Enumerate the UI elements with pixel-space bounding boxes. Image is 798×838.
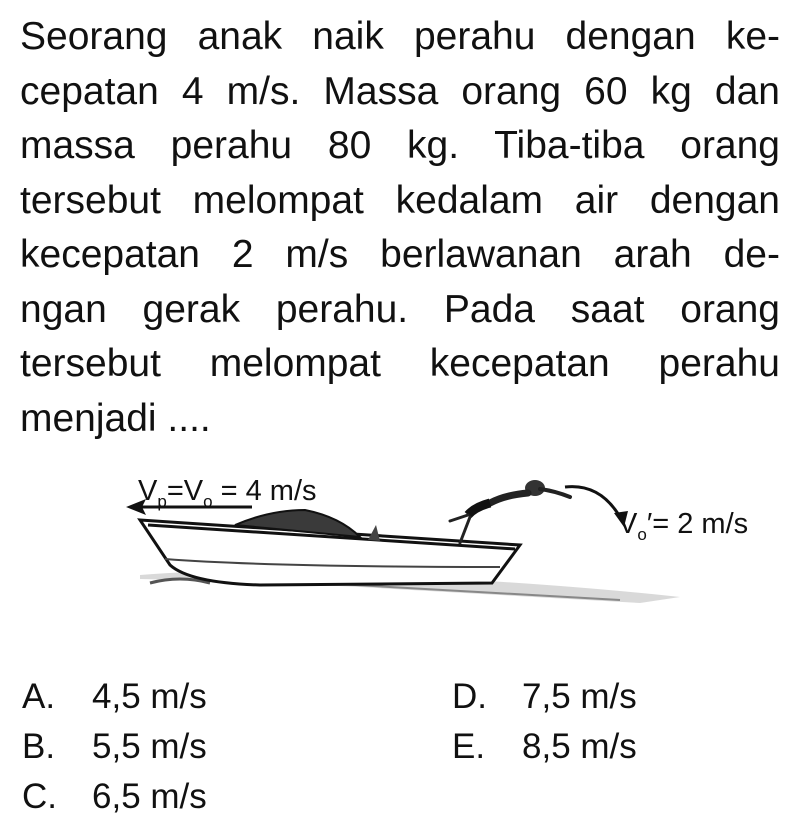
option-c[interactable] (22, 777, 207, 817)
question-line: cepatan 4 m/s. Massa orang 60 kg dan (20, 69, 780, 113)
question-line: kecepatan 2 m/s berlawanan arah de- (20, 233, 780, 276)
question-line: ngan gerak perahu. Pada saat orang (20, 287, 780, 331)
option-letter: D. (452, 677, 487, 716)
option-letter: C. (22, 777, 57, 816)
swimmer-icon (450, 480, 570, 543)
option-d[interactable] (452, 677, 637, 717)
option-b[interactable] (22, 727, 207, 767)
question-text (20, 10, 780, 446)
question-line: menjadi .... (20, 396, 211, 440)
option-a[interactable] (22, 677, 207, 717)
option-value: 5,5 m/s (92, 727, 207, 766)
option-letter: B. (22, 727, 56, 766)
question-line: tersebut melompat kecepatan perahu (20, 342, 780, 385)
option-value: 6,5 m/s (92, 777, 207, 816)
question-line: massa perahu 80 kg. Tiba-tiba orang (20, 124, 780, 167)
option-value: 7,5 m/s (522, 677, 637, 716)
option-letter: E. (452, 727, 486, 766)
question-line: tersebut melompat kedalam air dengan (20, 178, 780, 222)
option-e[interactable] (452, 727, 637, 767)
option-letter: A. (22, 677, 56, 716)
option-value: 8,5 m/s (522, 727, 637, 766)
jump-velocity-label: $V_o'= 2$ m/s (618, 508, 749, 544)
boat-velocity-label: $V_p=V_o = 4$ m/s (138, 475, 317, 511)
question-line: Seorang anak naik perahu dengan ke- (20, 15, 780, 58)
boat (140, 510, 520, 585)
boat-figure (120, 455, 798, 625)
option-value: 4,5 m/s (92, 677, 207, 716)
